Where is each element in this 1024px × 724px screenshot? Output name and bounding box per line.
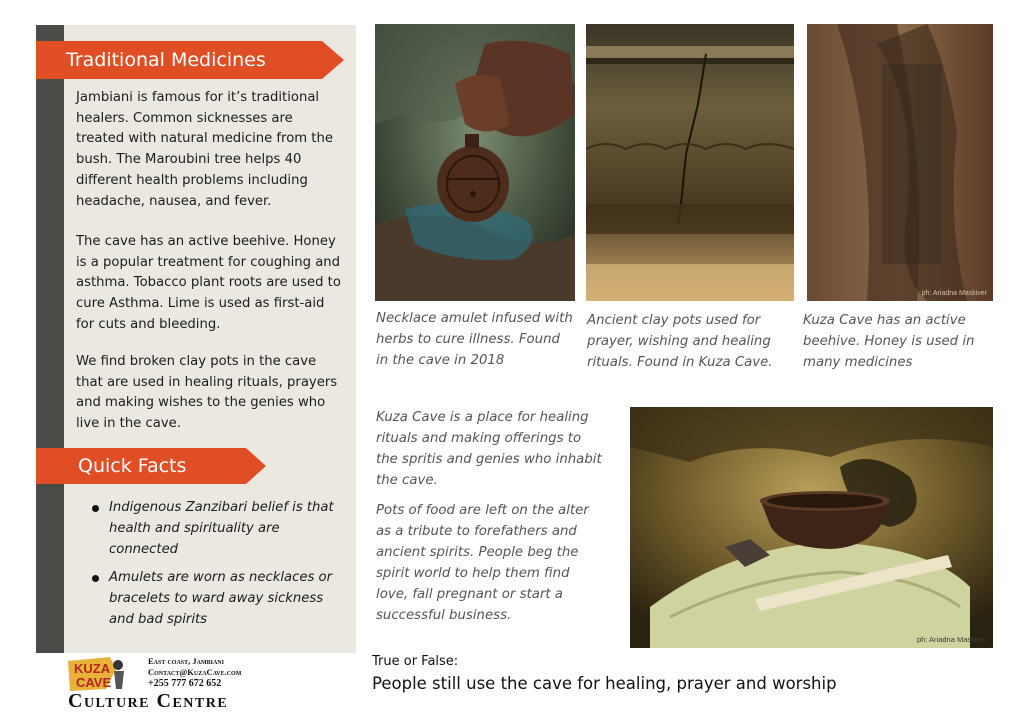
bullet-icon bbox=[92, 505, 99, 512]
beehive-caption: Kuza Cave has an active beehive. Honey is used in many medicines bbox=[803, 313, 975, 370]
traditional-medicines-heading: Traditional Medicines bbox=[36, 41, 322, 79]
clay-pots-paragraph: We find broken clay pots in the cave that are used in healing rituals, prayers and making wishes to the genies who live in the cave. bbox=[76, 354, 338, 432]
phone-text: +255 777 672 652 bbox=[148, 678, 222, 689]
location-text: East coast, Jambiani bbox=[148, 656, 224, 666]
cave-altar-photo bbox=[630, 407, 993, 648]
clay-pot-caption: Ancient clay pots used for prayer, wishing and healing rituals. Found in Kuza Cave. bbox=[587, 313, 773, 370]
email-text: Contact@KuzaCave.com bbox=[148, 667, 242, 677]
true-false-statement: People still use the cave for healing, prayer and worship bbox=[372, 674, 837, 693]
quick-facts-list bbox=[92, 497, 342, 637]
offerings-paragraph: Pots of food are left on the alter as a tribute to forefathers and ancient spirits. People beg the spirit world to help them find love, fall pregnant or start a successful business. bbox=[376, 503, 589, 623]
sidebar-accent-bar bbox=[36, 25, 64, 653]
kuza-cave-logo bbox=[66, 655, 126, 693]
photo-credit: ph: Ariadna Maskiver bbox=[916, 635, 987, 644]
quick-facts-heading: Quick Facts bbox=[36, 448, 246, 484]
amulet-caption: Necklace amulet infused with herbs to cure illness. Found in the cave in 2018 bbox=[376, 311, 573, 368]
svg-text:KUZA: KUZA bbox=[74, 661, 111, 676]
amulet-photo bbox=[375, 24, 575, 301]
quick-fact-item: Amulets are worn as necklaces or bracelets to ward away sickness and bad spirits bbox=[92, 567, 342, 630]
contact-block bbox=[148, 656, 241, 689]
intro-paragraph: Jambiani is famous for it’s traditional healers. Common sicknesses are treated with natural medicine from the bush. The Maroubini tree helps 40 different health problems including headache, nausea, and fever. bbox=[76, 90, 333, 209]
svg-text:CAVE: CAVE bbox=[76, 675, 112, 690]
clay-pot-photo bbox=[586, 24, 794, 301]
bullet-icon bbox=[92, 575, 99, 582]
beehive-photo bbox=[807, 24, 993, 301]
true-false-label: True or False: bbox=[372, 654, 459, 669]
cave-rituals-paragraph: Kuza Cave is a place for healing rituals and making offerings to the spritis and genies who inhabit the cave. bbox=[376, 410, 602, 488]
beehive-paragraph: The cave has an active beehive. Honey is a popular treatment for coughing and asthma. Tobacco plant roots are used to cure Asthma. Lime is used as first-aid for cuts and bleeding. bbox=[76, 234, 341, 332]
culture-centre-title: Culture Centre bbox=[68, 690, 229, 712]
photo-credit: ph: Ariadna Maskiver bbox=[921, 290, 987, 297]
quick-fact-item: Indigenous Zanzibari belief is that health and spirituality are connected bbox=[92, 497, 342, 560]
